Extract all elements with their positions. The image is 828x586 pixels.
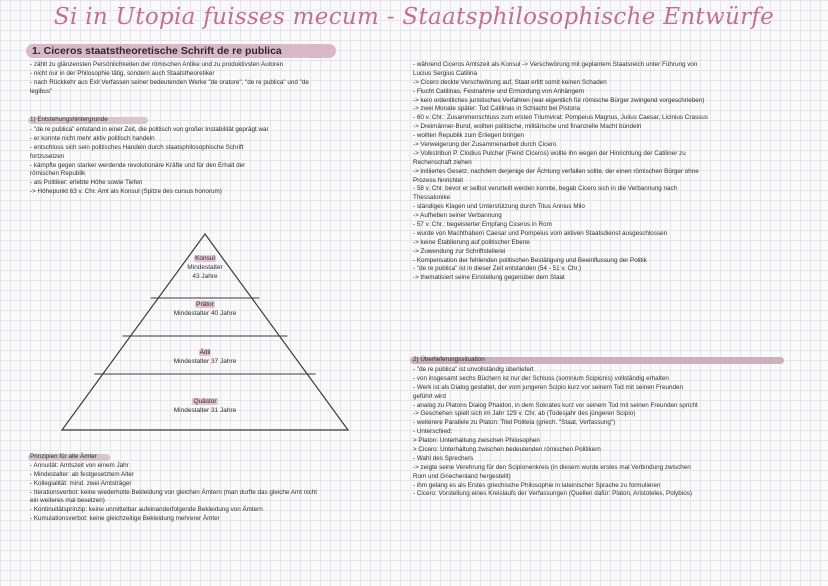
section2-line: - Cicero: Vorstellung eines Kreislaufs der Verfassungen (Quellen dafür: Platon, Aristoteles, Polybios)	[413, 490, 692, 498]
right-line: - wurde von Machthabern Caesar und Pompeius vom aktiven Staatsdienst ausgeschlossen	[413, 229, 668, 237]
office-age: Mindestalter 37 Jahre	[173, 358, 237, 365]
principle-line: - Kontinuitätsprinzip: keine unmittelbar aufeinanderfolgende Bekleidung von Ämtern	[30, 506, 263, 514]
subheading-text: 1) Entstehungshintergrunde	[30, 116, 108, 123]
background-line: - er konnte nicht mehr aktiv politisch handeln	[30, 134, 155, 142]
office-age: Mindestalter 31 Jahre	[173, 407, 237, 414]
right-line: -> kein ordentliches juristisches Verfahren (war eigentlich für römische Bürger zwingend vorgeschrieben)	[413, 96, 705, 104]
right-line: Thessalonike	[413, 194, 451, 202]
section2-line: > Cicero: Unterhaltung zwischen bedeutenden römischen Politikern	[413, 446, 601, 454]
section2-line: - weiterere Parallele zu Platon: Titel Politeia (griech. "Staat, Verfassung")	[413, 419, 616, 427]
section2-line: geführt wird	[413, 392, 446, 400]
right-line: - "de re publica" ist in dieser Zeit entstanden (54 - 51 v. Chr.)	[413, 265, 582, 273]
right-line: - während Ciceros Amtszeit als Konsul -> Verschwörung mit geplantem Staatsreich unter Führung von	[413, 61, 698, 68]
background-line: - als Politiker: erlebte Höhe sowie Tiefen	[30, 179, 143, 187]
intro-block	[30, 61, 309, 97]
background-line: - entschloss sich sein politisches Handeln durch staatsphilosophische Schrift	[30, 143, 244, 151]
background-line: römischen Republik	[30, 170, 86, 178]
section2-line: - Wahl des Sprechers	[413, 454, 474, 462]
right-line: -> Verweigerung der Zusammenarbeit durch Cicero	[413, 141, 557, 149]
intro-line: - nach Rückkehr aus Exil Verfassen seiner bedeutenden Werke "de oratore", "de re publica" und "de	[30, 78, 309, 86]
section2-line: -> Geschehen spielt sich im Jahr 129 v. Chr. ab (Todesjahr des jüngeren Scipio)	[413, 410, 636, 418]
section2-line: > Platon: Unterhaltung zwischen Philosophen	[413, 437, 540, 445]
intro-line: - zählt zu glänzensten Persönlichkeiten der römischen Antike und zu produktivsten Autoren	[30, 61, 284, 68]
pyramid-level-praetor	[145, 300, 265, 318]
right-line: - Kompensation der fehlenden politischen Bestätigung und Beeinflussung der Politik	[413, 256, 647, 264]
right-line: - ständiges Klagen und Unterstützung durch Titus Annius Milo	[413, 203, 585, 211]
principle-line: ein weiteres mal besetzen)	[30, 497, 105, 505]
right-line: - wollten Republik zum Erliegen bringen	[413, 132, 524, 140]
right-line: -> Dreimänner-Bund, wollten politische, militärische und finanzielle Macht bündeln	[413, 123, 642, 131]
office-age: Mindestalter 40 Jahre	[173, 310, 237, 317]
right-line: -> thematisiert seine Einstellung gegenüber dem Staat	[413, 274, 565, 282]
background-line: - "de re publica" entstand in einer Zeit, die politisch von großer Instabilität geprägt war	[30, 126, 269, 133]
pyramid-level-konsul	[145, 254, 265, 281]
section2-line: - Unterschied:	[413, 428, 453, 436]
section2-line: Rom und Griechenland hergestellt)	[413, 472, 511, 480]
section2-line: -> zeigte seine Verehrung für den Scipionenkreis (in diesem wurde erstes mal Verbindung zwischen	[413, 463, 691, 471]
right-column-block	[413, 61, 708, 283]
principle-line: - Kumulationsverbot: keine gleichzeitige Bekleidung mehrerer Ämter	[30, 515, 220, 523]
right-line: -> Volkstribun P. Clodius Pulcher (Feind Ciceros) wollte ihn wegen der Hinrichtung der Catiliner zu	[413, 149, 686, 157]
right-line: - 57 v. Chr.: begeisterter Empfang Ciceros in Rom	[413, 221, 552, 229]
office-name: Quästor	[193, 398, 217, 405]
background-line: -> Höhepunkt 63 v. Chr. Amt als Konsul (Spitze des cursus honorum)	[30, 188, 222, 196]
right-line: -> keine Etablierung auf politischer Ebene	[413, 238, 530, 246]
section-heading: 1. Ciceros staatstheoretische Schrift de re publica	[32, 45, 282, 57]
intro-line: - nicht nur in der Philosophie tätig, sondern auch Staatstheoretiker	[30, 69, 215, 77]
principle-line: - Kollegialität: mind. zwei Amtsträger	[30, 479, 132, 487]
office-years: 43 Jahre	[192, 273, 218, 280]
right-line: - Flucht Catilinas, Festnahme und Ermordung von Anhängern	[413, 87, 585, 95]
right-line: Rechenschaft ziehen	[413, 158, 472, 166]
principle-line: - Mindestalter: ab festgesetztem Alter	[30, 470, 134, 478]
background-block	[30, 126, 269, 197]
principle-line: - Annuität: Amtszeit von einem Jahr	[30, 461, 129, 469]
right-line: - 58 v. Chr. bevor er selbst verurteilt werden konnte, begab Cicero sich in die Verbannung nach	[413, 185, 678, 193]
right-line: Prozess hinrichtet	[413, 176, 464, 184]
section2-line: - von insgesamt sechs Büchern ist nur der Schluss (somnium Scipionis) vollständig erhalten	[413, 374, 669, 382]
right-line: -> Aufheben seiner Verbannung	[413, 212, 502, 220]
section2-line: - analog zu Platons Dialog Phaidon, in dem Sokrates kurz vor seinem Tod mit seinen Freunden spricht	[413, 401, 698, 409]
intro-line: legibus"	[30, 87, 53, 95]
office-age: Mindestalter	[187, 264, 223, 271]
section2-line: - Werk ist als Dialog gestaltet, der vom jungeren Scipio kurz vor seinem Tod mit seinen Freunden	[413, 383, 683, 391]
office-name: Konsul	[195, 255, 215, 262]
section2-block	[413, 366, 698, 499]
right-line: - 60 v. Chr.: Zusammenschluss zum ersten Triumvirat: Pompeius Magnus, Julius Caesar, Licinius Crassus	[413, 114, 708, 122]
section2-heading	[413, 356, 485, 365]
background-line: fortzusetzen	[30, 152, 65, 160]
pyramid-level-quaestor	[145, 397, 265, 415]
right-line: -> initiiertes Gesetz, nachdem derjenige der Ächtung verfallen sollte, der einen römischen Bürger ohne	[413, 167, 699, 175]
right-line: -> zwei Monate später: Tod Catilinas in Schlacht bei Pistoria	[413, 105, 581, 113]
section2-line: - ihm gelang es als Erstes griechische Philosophie in lateinischer Sprache zu formulieren	[413, 481, 661, 489]
background-line: - kämpfte gegen starker werdende revolutionäre Kräfte und für den Erhalt der	[30, 161, 246, 169]
section2-heading-text: 2) Überlieferungssituation	[413, 356, 485, 363]
principles-block	[30, 453, 317, 524]
office-name: Ädil	[199, 349, 211, 356]
right-line: -> Cicero deckte Verschwörung auf, Staat erlitt somit keinen Schaden	[413, 78, 607, 86]
section2-line: - "de re publica" ist unvollständig überliefert	[413, 366, 534, 373]
page-title: Si in Utopia fuisses mecum - Staatsphilosophische Entwürfe	[53, 4, 775, 30]
subheading	[30, 116, 108, 125]
right-line: -> Zuwendung zur Schriftstellerei	[413, 247, 506, 255]
office-name: Prätor	[196, 301, 214, 308]
pyramid-level-aedil	[145, 348, 265, 366]
principle-line: Prinzipien für alle Ämter	[30, 453, 97, 460]
principle-line: - Iterationsverbot: keine wiederholte Bekleidung von gleichen Ämtern (man durfte das gleiche Amt nicht	[30, 488, 318, 496]
right-line: Lucius Sergius Catilina	[413, 69, 478, 77]
